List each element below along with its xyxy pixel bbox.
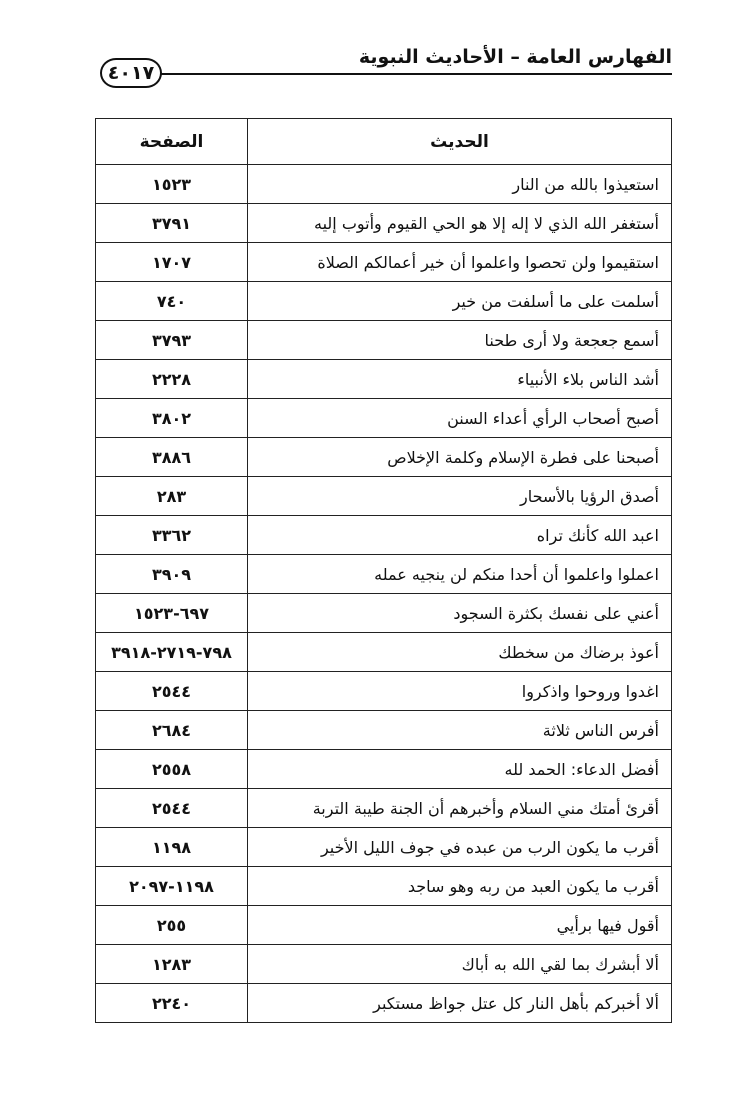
table-row: [96, 399, 672, 438]
hadith-text: أقول فيها برأيي: [248, 906, 672, 945]
page-reference: ٢٦٨٤: [96, 711, 248, 750]
hadith-text: أقرب ما يكون الرب من عبده في جوف الليل الأخير: [248, 828, 672, 867]
table-row: [96, 711, 672, 750]
page-reference: ١١٩٨-٢٠٩٧: [96, 867, 248, 906]
table-row: [96, 204, 672, 243]
hadith-text: أستغفر الله الذي لا إله إلا هو الحي القيوم وأتوب إليه: [248, 204, 672, 243]
table-row: [96, 516, 672, 555]
table-row: [96, 360, 672, 399]
page-reference: ٧٩٨-٢٧١٩-٣٩١٨: [96, 633, 248, 672]
header-rule: [158, 73, 672, 75]
table-header-row: [96, 119, 672, 165]
page-reference: ١١٩٨: [96, 828, 248, 867]
hadith-text: أصبح أصحاب الرأي أعداء السنن: [248, 399, 672, 438]
page-reference: ١٥٢٣: [96, 165, 248, 204]
page-reference: ٧٤٠: [96, 282, 248, 321]
table-row: [96, 906, 672, 945]
table-row: [96, 672, 672, 711]
page-reference: ١٧٠٧: [96, 243, 248, 282]
hadith-text: أصدق الرؤيا بالأسحار: [248, 477, 672, 516]
table-row: [96, 555, 672, 594]
page-reference: ١٢٨٣: [96, 945, 248, 984]
hadith-text: أفضل الدعاء: الحمد لله: [248, 750, 672, 789]
page-reference: ٢٥٤٤: [96, 789, 248, 828]
table-row: [96, 594, 672, 633]
table-row: [96, 633, 672, 672]
table-row: [96, 867, 672, 906]
hadith-text: أقرب ما يكون العبد من ربه وهو ساجد: [248, 867, 672, 906]
hadith-text: اعبد الله كأنك تراه: [248, 516, 672, 555]
column-header-page: الصفحة: [96, 119, 248, 165]
page-reference: ٦٩٧-١٥٢٣: [96, 594, 248, 633]
hadith-text: اعملوا واعلموا أن أحدا منكم لن ينجيه عمله: [248, 555, 672, 594]
table-row: [96, 789, 672, 828]
hadith-text: أقرئ أمتك مني السلام وأخبرهم أن الجنة طيبة التربة: [248, 789, 672, 828]
running-title: الفهارس العامة – الأحاديث النبوية: [358, 46, 672, 68]
table-row: [96, 750, 672, 789]
hadith-text: أعوذ برضاك من سخطك: [248, 633, 672, 672]
table-row: [96, 984, 672, 1023]
table-row: [96, 243, 672, 282]
page-reference: ٢٢٤٠: [96, 984, 248, 1023]
hadith-text: أسمع جعجعة ولا أرى طحنا: [248, 321, 672, 360]
hadith-index-table: [95, 118, 672, 1023]
page-reference: ٣٨٠٢: [96, 399, 248, 438]
column-header-hadith: الحديث: [248, 119, 672, 165]
table-row: [96, 945, 672, 984]
hadith-text: أعني على نفسك بكثرة السجود: [248, 594, 672, 633]
hadith-text: استعيذوا بالله من النار: [248, 165, 672, 204]
page-reference: ٢٥٥٨: [96, 750, 248, 789]
page-number-badge: ٤٠١٧: [100, 58, 162, 88]
running-header: [100, 44, 672, 74]
page-reference: ٣٩٠٩: [96, 555, 248, 594]
table-row: [96, 165, 672, 204]
page-reference: ٢٨٣: [96, 477, 248, 516]
page-reference: ٢٥٤٤: [96, 672, 248, 711]
page-reference: ٣٣٦٢: [96, 516, 248, 555]
table-row: [96, 477, 672, 516]
table-row: [96, 282, 672, 321]
hadith-text: أفرس الناس ثلاثة: [248, 711, 672, 750]
table-row: [96, 321, 672, 360]
hadith-text: أسلمت على ما أسلفت من خير: [248, 282, 672, 321]
page-reference: ٣٧٩٣: [96, 321, 248, 360]
hadith-text: ألا أبشرك بما لقي الله به أباك: [248, 945, 672, 984]
table-row: [96, 828, 672, 867]
page-reference: ٢٥٥: [96, 906, 248, 945]
page-reference: ٢٢٢٨: [96, 360, 248, 399]
hadith-text: ألا أخبركم بأهل النار كل عتل جواظ مستكبر: [248, 984, 672, 1023]
hadith-text: اغدوا وروحوا واذكروا: [248, 672, 672, 711]
hadith-text: أشد الناس بلاء الأنبياء: [248, 360, 672, 399]
page-reference: ٣٨٨٦: [96, 438, 248, 477]
table-body: [96, 165, 672, 1023]
hadith-text: استقيموا ولن تحصوا واعلموا أن خير أعمالكم الصلاة: [248, 243, 672, 282]
table-row: [96, 438, 672, 477]
hadith-text: أصبحنا على فطرة الإسلام وكلمة الإخلاص: [248, 438, 672, 477]
page-reference: ٣٧٩١: [96, 204, 248, 243]
